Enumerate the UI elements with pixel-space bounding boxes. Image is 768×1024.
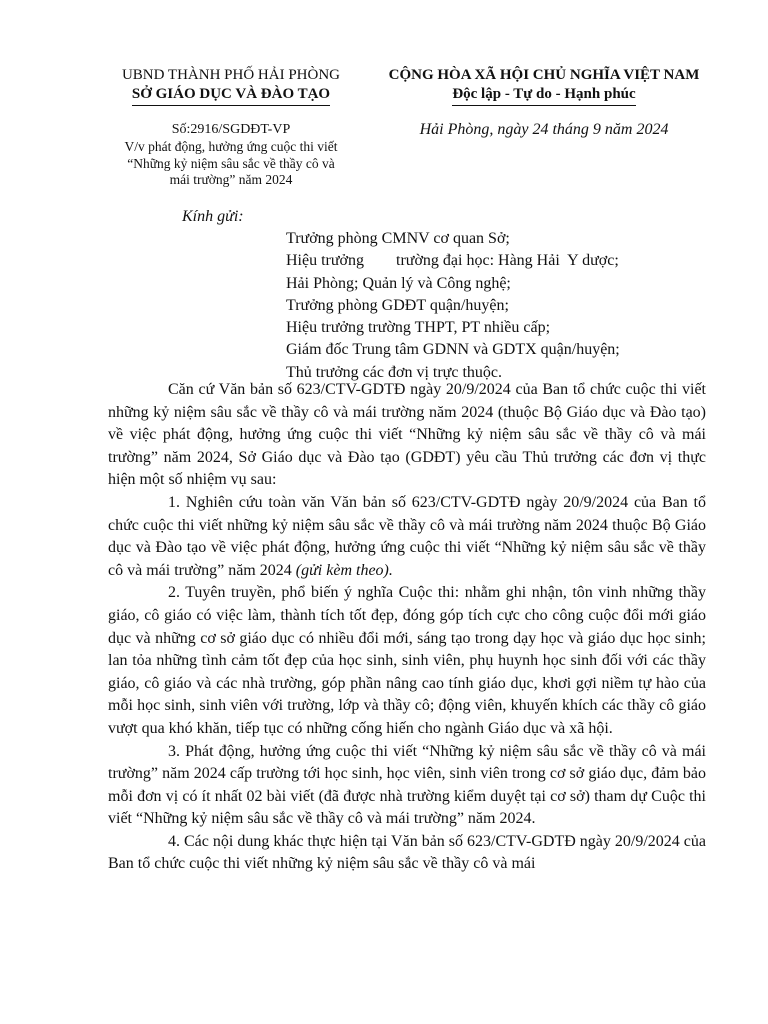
recipient-item: Trưởng phòng GDĐT quận/huyện;	[286, 296, 509, 314]
agency-line2: SỞ GIÁO DỤC VÀ ĐÀO TẠO	[132, 85, 330, 106]
national-header	[376, 66, 712, 106]
recipient-item: Hiệu trưởng trường THPT, PT nhiều cấp;	[286, 319, 551, 337]
task-item-2: 2. Tuyên truyền, phổ biến ý nghĩa Cuộc thi: nhằm ghi nhận, tôn vinh những thầy giáo, cô giáo có việc làm, thành tích tốt đẹp, đóng góp tích cực cho công cuộc đổi mới giáo dục và những cơ sở giáo dục có nhiều đổi mới, sáng tạo trong dạy học và giáo dục học sinh; lan tỏa những tình cảm tốt đẹp của học sinh, sinh viên, phụ huynh học sinh đối với các thầy giáo, cô giáo và các nhà trường, góp phần nâng cao tính giáo dục, khơi gợi niềm tự hào của mỗi học sinh, sinh viên với trường, lớp và thầy cô; động viên, khuyến khích các thầy cô giáo vượt qua khó khăn, tiếp tục có những cống hiến cho ngành Giáo dục và xã hội.	[108, 584, 706, 737]
subject-line: V/v phát động, hưởng ứng cuộc thi viết	[124, 139, 338, 154]
recipient-item: Hiệu trưởng trường đại học: Hàng Hải Y dược;	[286, 252, 619, 270]
place-and-date: Hải Phòng, ngày 24 tháng 9 năm 2024	[419, 121, 669, 138]
intro-paragraph: Căn cứ Văn bản số 623/CTV-GDTĐ ngày 20/9/2024 của Ban tổ chức cuộc thi viết những kỷ niệm sâu sắc về thầy cô và mái trường năm 2024 (thuộc Bộ Giáo dục và Đào tạo) về việc phát động, hưởng ứng cuộc thi viết “Những kỷ niệm sâu sắc về thầy cô và mái trường” năm 2024, Sở Giáo dục và Đào tạo (GDĐT) yêu cầu Thủ trưởng các đơn vị thực hiện một số nhiệm vụ sau:	[108, 381, 706, 489]
task-item-3: 3. Phát động, hưởng ứng cuộc thi viết “Những kỷ niệm sâu sắc về thầy cô và mái trường” năm 2024 cấp trường tới học sinh, học viên, sinh viên trong cơ sở giáo dục, đảm bảo mỗi đơn vị có ít nhất 02 bài viết (đã được nhà trường kiểm duyệt tại cơ sở) tham dự Cuộc thi viết “Những kỷ niệm sâu sắc về thầy cô và mái trường” năm 2024.	[108, 742, 706, 828]
document-subject	[95, 139, 367, 189]
document-number: Số:2916/SGDĐT-VP	[171, 122, 291, 137]
nation-motto: Độc lập - Tự do - Hạnh phúc	[452, 85, 635, 106]
nation-line1: CỘNG HÒA XÃ HỘI CHỦ NGHĨA VIỆT NAM	[388, 67, 700, 83]
recipient-item: Trưởng phòng CMNV cơ quan Sở;	[286, 230, 510, 247]
task-item-1: 1. Nghiên cứu toàn văn Văn bản số 623/CTV-GDTĐ ngày 20/9/2024 của Ban tổ chức cuộc thi viết những kỷ niệm sâu sắc về thầy cô và mái trường năm 2024 thuộc Bộ Giáo dục và Đào tạo về việc phát động, hưởng ứng cuộc thi viết “Những kỷ niệm sâu sắc về thầy cô và mái trường” năm 2024 (gửi kèm theo).	[108, 493, 706, 579]
recipient-item: Giám đốc Trung tâm GDNN và GDTX quận/huyện;	[286, 341, 620, 359]
recipients-label: Kính gửi:	[182, 208, 244, 225]
document-body	[108, 379, 706, 876]
task-item-4: 4. Các nội dung khác thực hiện tại Văn bản số 623/CTV-GDTĐ ngày 20/9/2024 của Ban tổ chức cuộc thi viết những kỷ niệm sâu sắc về thầy cô và mái	[108, 832, 706, 873]
attachment-note: (gửi kèm theo).	[295, 561, 393, 579]
subject-line: mái trường” năm 2024	[169, 172, 293, 187]
recipients-list	[286, 228, 726, 384]
subject-line: “Những kỷ niệm sâu sắc về thầy cô và	[127, 155, 335, 171]
recipient-item: Hải Phòng; Quản lý và Công nghệ;	[286, 274, 511, 292]
recipient-item: Thủ trưởng các đơn vị trực thuộc.	[286, 363, 502, 381]
agency-header	[95, 66, 367, 106]
agency-line1: UBND THÀNH PHỐ HẢI PHÒNG	[121, 67, 341, 83]
